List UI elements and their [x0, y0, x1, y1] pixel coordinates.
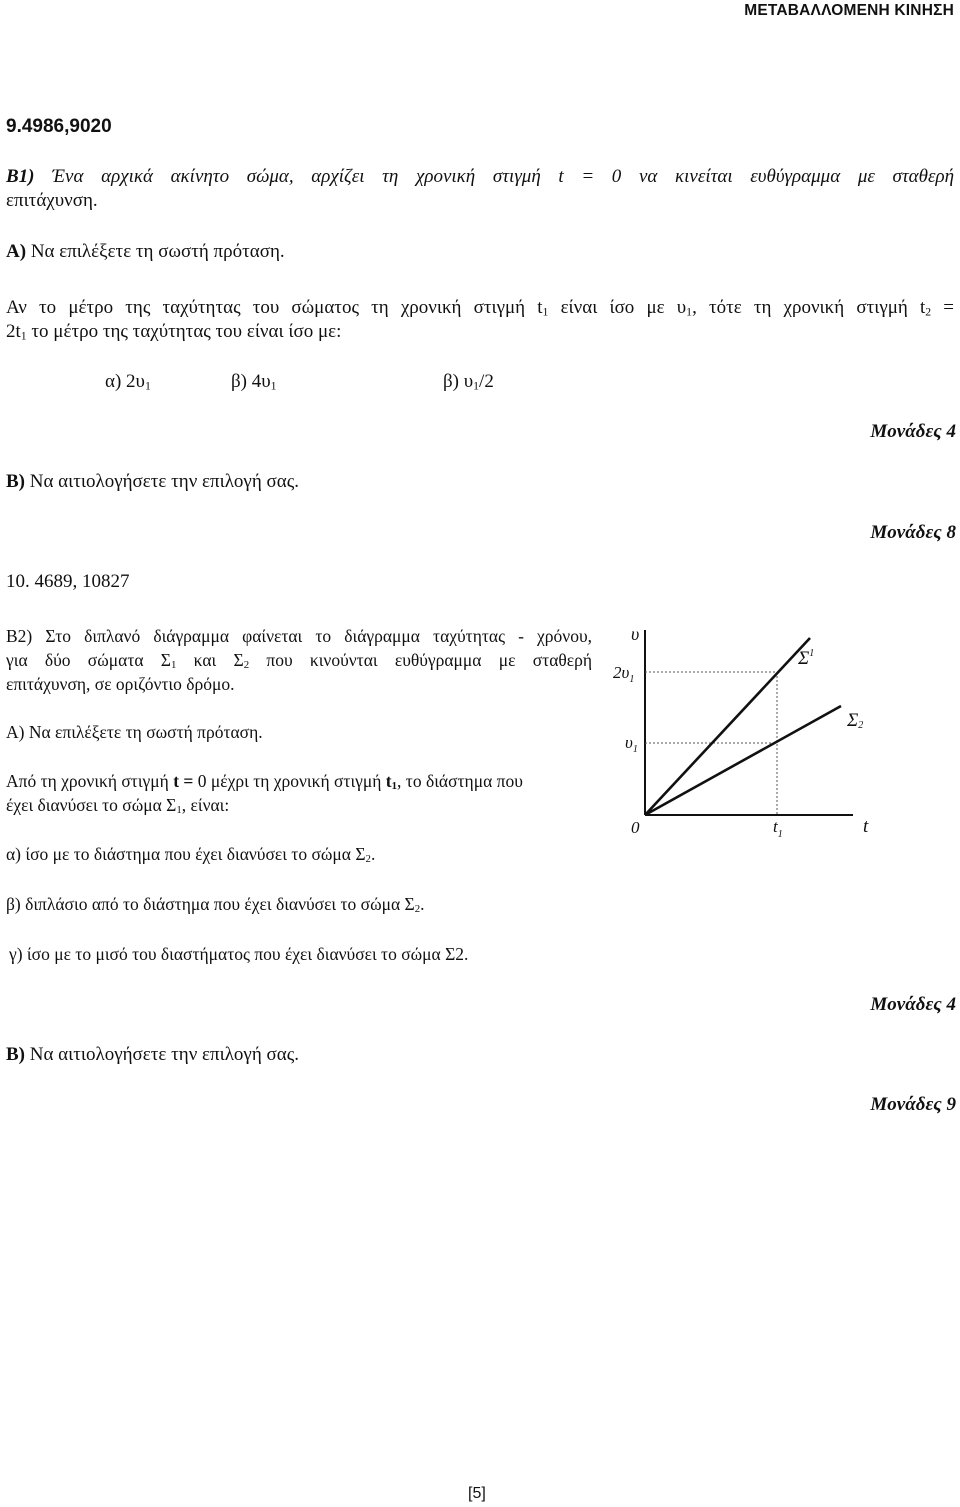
y-axis-label: υ [631, 624, 640, 644]
label-sigma1 [797, 648, 814, 669]
option-b [231, 370, 277, 394]
header-title: ΜΕΤΑΒΑΛΛΟΜΕΝΗ ΚΙΝΗΣΗ [744, 2, 954, 19]
problem-10-option-a [6, 843, 375, 866]
b2-text: και Σ [176, 650, 244, 670]
q-text: , το διάστημα που [397, 771, 523, 791]
problem-10-part-a: Α) Να επιλέξετε τη σωστή πρόταση. [6, 722, 263, 742]
option-text: . [370, 844, 376, 864]
problem-10-option-b [6, 893, 425, 916]
b2-line1: Β2) Στο διπλανό διάγραμμα φαίνεται το διάγραμμα ταχύτητας - χρόνου, [6, 626, 592, 646]
problem-10-option-c: γ) ίσο με το μισό του διαστήματος που έχει διανύσει το σώμα Σ2. [9, 944, 469, 964]
option-text: α) 2υ [105, 371, 145, 392]
sub: 2 [858, 720, 864, 731]
part-b-label: Β) [6, 1044, 25, 1065]
q-text: = [931, 297, 955, 318]
tick-text: t [773, 817, 778, 836]
sub: 1 [176, 804, 182, 817]
part-b-label: Β) [6, 471, 25, 492]
sub: 1 [391, 780, 398, 793]
b2-text: για δύο σώματα Σ [6, 650, 171, 670]
q-text: , είναι: [181, 795, 230, 815]
q-text: 0 μέχρι τη χρονική στιγμή [193, 771, 386, 791]
tick-text: 2υ [613, 663, 630, 682]
q-text: το μέτρο της ταχύτητας του είναι ίσο με: [26, 321, 342, 342]
sub: 1 [777, 829, 783, 840]
sub: 1 [270, 379, 277, 393]
y-tick-2v1 [613, 663, 634, 685]
b2-line2 [6, 649, 592, 672]
line-sigma2 [645, 706, 841, 815]
problem-9-statement-line1 [6, 165, 954, 189]
b2-line3: επιτάχυνση, σε οριζόντιο δρόμο. [6, 674, 235, 694]
sub: 2 [365, 853, 371, 866]
problem-9-part-b [6, 470, 299, 494]
problem-9-part-a [6, 240, 285, 264]
sub: 2 [414, 903, 421, 916]
sub: 2 [925, 305, 932, 319]
marks-8: Μονάδες 8 [870, 522, 956, 543]
option-text: β) διπλάσιο από το διάστημα που έχει διανύσει το σώμα Σ [6, 894, 415, 914]
sub: 1 [473, 379, 480, 393]
problem-9-number: 9.4986,9020 [6, 116, 112, 137]
sub: 1 [144, 379, 151, 393]
sub: 1 [686, 305, 693, 319]
q-text: έχει διανύσει το σώμα Σ [6, 795, 177, 815]
sub: 1 [629, 674, 635, 685]
option-text: α) ίσο με το διάστημα που έχει διανύσει το σώμα Σ [6, 844, 366, 864]
problem-10-part-b [6, 1043, 299, 1067]
sub: 2 [243, 659, 250, 672]
problem-9-question-line1 [6, 296, 954, 320]
q-text: t = [173, 771, 194, 791]
option-a [105, 370, 151, 394]
problem-9-question-line2 [6, 320, 341, 344]
option-c [443, 370, 494, 394]
marks-9: Μονάδες 9 [870, 1094, 956, 1115]
part-a-text: Να επιλέξετε τη σωστή πρόταση. [30, 241, 285, 262]
b1-label: Β1) [6, 166, 35, 187]
problem-10-number: 10. 4689, 10827 [6, 571, 130, 592]
y-tick-v1 [625, 733, 638, 755]
line-sigma1 [645, 638, 810, 815]
option-text: β) 4υ [231, 371, 271, 392]
option-text: β) υ [443, 371, 474, 392]
origin-label: 0 [631, 818, 640, 837]
velocity-time-diagram [605, 620, 895, 850]
x-axis-label: t [863, 816, 869, 837]
b1-statement: Ένα αρχικά ακίνητο σώμα, αρχίζει τη χρονική στιγμή t = 0 να κινείται ευθύγραμμα με σταθερή [52, 166, 955, 187]
part-b-text: Να αιτιολογήσετε την επιλογή σας. [29, 1044, 299, 1065]
label-text: Σ [798, 648, 810, 669]
sub: 1 [20, 329, 27, 343]
page-number: [5] [468, 1485, 486, 1502]
q-text: , τότε τη χρονική στιγμή t [692, 297, 926, 318]
q-text: Από τη χρονική στιγμή [6, 771, 174, 791]
sub: 1 [809, 648, 815, 659]
problem-10-question-line1 [6, 770, 523, 793]
q-text: 2t [6, 321, 21, 342]
option-text: /2 [479, 371, 494, 392]
part-a-label: Α) [6, 241, 27, 262]
label-sigma2 [846, 710, 863, 731]
sub: 1 [632, 744, 638, 755]
b2-text: που κινούνται ευθύγραμμα με σταθερή [249, 650, 592, 670]
q-text: είναι ίσο με υ [548, 297, 687, 318]
marks-4: Μονάδες 4 [870, 421, 956, 442]
tick-text: υ [625, 733, 633, 752]
option-text: . [420, 894, 425, 914]
x-tick-t1 [773, 817, 783, 840]
sub: 1 [542, 305, 549, 319]
label-text: Σ [847, 710, 859, 731]
problem-9-statement-line2: επιτάχυνση. [6, 190, 98, 211]
q-text: t [385, 771, 392, 791]
q-text: Αν το μέτρο της ταχύτητας του σώματος τη χρονική στιγμή t [6, 297, 543, 318]
sub: 1 [170, 659, 177, 672]
problem-10-question-line2 [6, 794, 229, 817]
marks-4-b: Μονάδες 4 [870, 994, 956, 1015]
part-b-text: Να αιτιολογήσετε την επιλογή σας. [29, 471, 299, 492]
